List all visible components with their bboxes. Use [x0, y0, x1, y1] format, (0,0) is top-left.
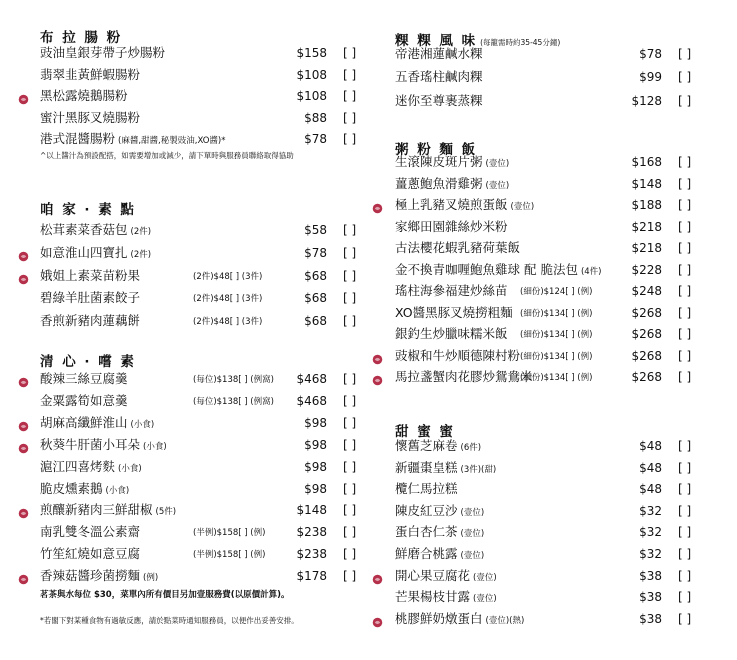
item-note: (壹位) [510, 202, 535, 212]
chili-icon [372, 371, 383, 382]
item-name [395, 219, 508, 235]
item-note: (2件) [130, 249, 152, 260]
order-checkbox[interactable]: [ ] [678, 176, 692, 191]
menu-item [0, 524, 737, 540]
item-price: $468 [296, 393, 327, 408]
item-name-text: 煎釀新豬肉三鮮甜椒 [40, 502, 153, 518]
item-portion-option[interactable]: (2件)$48[ ] (3件) [193, 317, 263, 328]
item-price: $158 [296, 46, 327, 60]
item-name [395, 369, 533, 385]
section-title-text: 清 心 · 嚐 素 [40, 354, 136, 370]
item-price: $238 [296, 547, 327, 562]
order-checkbox[interactable]: [ ] [343, 459, 357, 474]
item-name-text: 生滾陳皮斑片粥 [395, 154, 483, 169]
item-name-text: 懷舊芝麻卷 [395, 438, 458, 453]
item-name [395, 611, 524, 629]
menu-item [0, 326, 737, 342]
item-name-text: 新疆棗皇糕 [395, 459, 458, 475]
section-title [40, 26, 122, 46]
item-name [395, 589, 497, 607]
item-name-text: 娥姐上素菜苗粉果 [40, 267, 141, 283]
item-name [40, 415, 154, 433]
item-name-text: 南乳雙冬溫公素齋 [40, 524, 141, 540]
menu-item [0, 66, 737, 85]
item-price: $188 [631, 198, 662, 212]
item-name-text: 蜜汁黑豚叉燒腸粉 [40, 109, 141, 125]
menu-item [0, 546, 737, 562]
order-checkbox[interactable]: [ ] [343, 89, 357, 104]
item-price: $38 [639, 568, 662, 583]
menu-item [0, 415, 737, 431]
order-checkbox[interactable]: [ ] [343, 393, 357, 408]
section-title-text: 粿 粿 風 味 [395, 33, 478, 49]
order-checkbox[interactable]: [ ] [343, 132, 357, 147]
item-note: (壹位) [460, 551, 485, 561]
order-checkbox[interactable]: [ ] [343, 314, 357, 329]
item-name [395, 69, 483, 85]
order-checkbox[interactable]: [ ] [343, 437, 357, 452]
item-price: $268 [631, 348, 662, 363]
item-name [395, 546, 484, 564]
order-checkbox[interactable]: [ ] [678, 482, 692, 497]
menu-item [0, 110, 737, 126]
chili-icon [372, 570, 383, 581]
item-note: (例) [143, 573, 159, 584]
order-checkbox[interactable]: [ ] [678, 460, 692, 475]
item-portion-option[interactable]: (細份)$134[ ] (例) [520, 308, 593, 319]
item-name-text: 帝港湘蓮鹹水粿 [395, 46, 483, 61]
item-name-text: 翡翠韭黃鮮蝦腸粉 [40, 66, 141, 82]
menu-item [0, 393, 737, 409]
menu-item [0, 438, 737, 454]
item-portion-option[interactable]: (半例)$158[ ] (例) [193, 528, 266, 539]
item-note: (5件) [155, 507, 177, 518]
item-note: (小食) [130, 419, 155, 430]
item-price: $268 [631, 327, 662, 341]
item-name-text: 銀釣生炒臘味糯米飯 [395, 326, 508, 341]
item-name-text: 金不換青咖喱鮑魚雞球 配 脆法包 [395, 261, 578, 277]
item-name-text: 香煎新豬肉蓮藕餅 [40, 313, 141, 329]
item-name-text: XO醬黑豚叉燒撈粗麵 [395, 304, 513, 320]
item-note: (麻醬,甜醬,秘製豉油,XO醬)* [118, 136, 226, 147]
item-name [395, 197, 534, 215]
menu-item [0, 369, 737, 385]
chili-icon [372, 613, 383, 624]
section-title-text: 甜 蜜 蜜 [395, 424, 455, 440]
item-name-text: 豉椒和牛炒順德陳村粉 [395, 347, 521, 363]
item-name-text: 桃膠鮮奶燉蛋白 [395, 610, 483, 626]
item-price: $88 [304, 110, 327, 125]
item-note: (小食) [118, 463, 142, 474]
item-price: $32 [639, 547, 662, 561]
order-checkbox[interactable]: [ ] [678, 47, 692, 61]
item-portion-option[interactable]: (2件)$48[ ] (3件) [193, 294, 263, 305]
menu-item [0, 240, 737, 256]
item-name-text: 五香瑤柱鹹肉粿 [395, 69, 483, 85]
item-name-text: 陳皮紅豆沙 [395, 502, 458, 518]
item-name [395, 305, 513, 321]
menu-item [0, 460, 737, 476]
item-name-text: 滬江四喜烤麩 [40, 458, 116, 474]
item-note: (壹位) [460, 507, 485, 518]
menu-item [0, 348, 737, 364]
item-price: $68 [304, 291, 327, 306]
item-name [395, 93, 483, 109]
item-portion-option[interactable]: (細份)$134[ ] (例) [520, 373, 593, 383]
item-price: $108 [296, 89, 327, 104]
item-name-text: 薑蔥鮑魚滑雞粥 [395, 175, 483, 191]
item-name-text: 如意淮山四寶扎 [40, 244, 128, 260]
item-note: (壹位) [460, 529, 485, 540]
menu-item [0, 131, 737, 147]
order-checkbox[interactable]: [ ] [678, 284, 692, 298]
item-name-text: 黑松露燒鵝腸粉 [40, 88, 128, 104]
item-price: $48 [639, 439, 662, 453]
item-name-text: 胡麻高纖鮮淮山 [40, 414, 128, 430]
item-price: $218 [631, 241, 662, 255]
item-note: (壹位) [473, 572, 497, 583]
chili-icon [18, 417, 29, 428]
item-portion-option[interactable]: (細份)$134[ ] (例) [520, 351, 593, 362]
menu-item [0, 481, 737, 497]
item-name-text: 秋葵牛肝菌小耳朵 [40, 436, 141, 452]
order-checkbox[interactable]: [ ] [678, 525, 692, 540]
item-price: $68 [304, 268, 327, 283]
order-checkbox[interactable]: [ ] [678, 568, 692, 583]
item-note: (6件) [460, 443, 482, 453]
order-checkbox[interactable]: [ ] [678, 611, 692, 626]
menu-item [0, 568, 737, 584]
item-note: (2件) [130, 227, 152, 237]
menu-item [0, 46, 737, 62]
menu-item [0, 197, 737, 213]
order-checkbox[interactable]: [ ] [343, 223, 357, 237]
item-price: $468 [296, 372, 327, 386]
allergy-note: *若閣下對某種食物有過敏反應，請於點菜時通知服務員，以便作出妥善安排。 [40, 616, 299, 625]
menu-item [0, 176, 737, 192]
order-checkbox[interactable]: [ ] [678, 370, 692, 384]
order-checkbox[interactable]: [ ] [678, 219, 692, 234]
item-name-text: 蛋白杏仁茶 [395, 524, 458, 540]
item-note: (壹位) [485, 159, 510, 169]
menu-item [0, 305, 737, 321]
order-checkbox[interactable]: [ ] [343, 415, 357, 430]
item-name-text: 瑤柱海參福建炒絲苗 [395, 283, 508, 298]
item-price: $38 [639, 590, 662, 605]
item-price: $38 [639, 611, 662, 626]
section-footnote: ^以上醬汁為預設配搭，如需要增加或減少，請下單時與服務員聯絡取得協助 [40, 151, 294, 160]
section-title-text: 粥 粉 麵 飯 [395, 142, 478, 158]
order-checkbox[interactable]: [ ] [343, 372, 357, 386]
item-name [395, 503, 484, 521]
item-note: (小食) [143, 441, 167, 452]
order-checkbox[interactable]: [ ] [343, 481, 357, 496]
order-checkbox[interactable]: [ ] [343, 569, 357, 584]
item-name-text: 松茸素菜香菇包 [40, 222, 128, 237]
item-price: $228 [631, 262, 662, 277]
item-name-text: 馬拉盞蟹肉花膠炒鴛鴦米 [395, 369, 533, 384]
item-price: $48 [639, 482, 662, 497]
item-name [395, 46, 483, 62]
item-name [395, 154, 509, 172]
item-price: $108 [296, 67, 327, 82]
order-checkbox[interactable]: [ ] [678, 198, 692, 212]
item-name-text: 金粟露筍如意羹 [40, 392, 128, 408]
item-portion-option[interactable]: (細份)$134[ ] (例) [520, 330, 593, 340]
section-title-text: 咱 家 · 素 點 [40, 202, 136, 218]
item-note: (小食) [105, 485, 130, 496]
item-portion-option[interactable]: (半例)$158[ ] (例) [193, 550, 266, 561]
item-price: $248 [631, 284, 662, 298]
menu-item [0, 283, 737, 299]
item-name-text: 香辣菇醬珍菌撈麵 [40, 568, 141, 584]
item-note: (壹位) [473, 594, 497, 605]
item-name-text: 鮮磨合桃露 [395, 546, 458, 561]
order-checkbox[interactable]: [ ] [678, 155, 692, 169]
item-price: $168 [631, 155, 662, 169]
item-price: $98 [304, 415, 327, 430]
section-subtitle: (每籠需時約35-45分鐘) [480, 38, 561, 47]
item-portion-option[interactable]: (每位)$138[ ] (例窩) [193, 396, 274, 407]
item-price: $32 [639, 525, 662, 540]
item-name-text: 豉油皇銀芽帶子炒腸粉 [40, 45, 166, 60]
chili-icon [372, 199, 383, 210]
item-price: $78 [639, 47, 662, 61]
item-name-text: 極上乳豬叉燒煎蛋飯 [395, 197, 508, 212]
order-checkbox[interactable]: [ ] [343, 268, 357, 283]
order-checkbox[interactable]: [ ] [343, 525, 357, 540]
menu-item [0, 219, 737, 235]
item-price: $148 [631, 176, 662, 191]
menu-item [0, 503, 737, 519]
item-price: $98 [304, 459, 327, 474]
order-checkbox[interactable]: [ ] [678, 590, 692, 605]
order-checkbox[interactable]: [ ] [678, 503, 692, 518]
order-checkbox[interactable]: [ ] [678, 547, 692, 561]
item-price: $78 [304, 132, 327, 147]
service-charge-note: 茗茶與水每位 $30，菜單內所有價目另加壹服務費(以原價計算)。 [40, 590, 290, 600]
item-price: $58 [304, 223, 327, 237]
item-name [395, 262, 602, 280]
order-checkbox[interactable]: [ ] [678, 262, 692, 277]
item-portion-option[interactable]: (每位)$138[ ] (例窩) [193, 375, 274, 385]
item-name [395, 326, 508, 342]
item-name [395, 524, 484, 542]
item-price: $32 [639, 503, 662, 518]
item-name [395, 481, 458, 497]
order-checkbox[interactable]: [ ] [678, 93, 692, 108]
order-checkbox[interactable]: [ ] [678, 70, 692, 85]
item-portion-option[interactable]: (細份)$124[ ] (例) [520, 287, 593, 297]
order-checkbox[interactable]: [ ] [343, 245, 357, 260]
order-checkbox[interactable]: [ ] [343, 110, 357, 125]
item-name [395, 176, 509, 194]
item-price: $268 [631, 370, 662, 384]
item-note: (4件) [580, 266, 602, 277]
item-name-text: 芒果楊枝甘露 [395, 589, 471, 605]
item-name [395, 568, 497, 586]
order-checkbox[interactable]: [ ] [678, 327, 692, 341]
order-checkbox[interactable]: [ ] [678, 305, 692, 320]
item-price: $48 [639, 460, 662, 475]
item-price: $178 [296, 569, 327, 584]
item-name-text: 酸辣三絲豆腐羹 [40, 371, 128, 386]
item-name [40, 110, 140, 126]
section-title [395, 420, 455, 440]
chili-icon [372, 350, 383, 361]
item-name-text: 竹笙紅燒如意豆腐 [40, 546, 141, 562]
section-title-text: 布 拉 腸 粉 [40, 30, 123, 46]
order-checkbox[interactable]: [ ] [678, 348, 692, 363]
item-name [395, 348, 520, 364]
order-checkbox[interactable]: [ ] [343, 291, 357, 306]
menu-item [0, 154, 737, 170]
item-note: (壹位)(熱) [485, 615, 525, 626]
item-price: $268 [631, 305, 662, 320]
item-price: $98 [304, 481, 327, 496]
item-price: $148 [296, 503, 327, 518]
item-price: $128 [631, 93, 662, 108]
menu-item [0, 262, 737, 278]
item-name [395, 283, 508, 299]
order-checkbox[interactable]: [ ] [678, 439, 692, 453]
order-checkbox[interactable]: [ ] [343, 67, 357, 82]
item-name-text: 開心果豆腐花 [395, 567, 471, 583]
item-name-text: 碧綠羊肚菌素餃子 [40, 290, 141, 306]
item-price: $68 [304, 314, 327, 329]
item-name-text: 家鄉田園雜絲炒米粉 [395, 218, 508, 234]
item-name [395, 460, 496, 478]
item-name-text: 脆皮燻素鵝 [40, 480, 103, 496]
item-name [40, 393, 128, 409]
item-name-text: 迷你至尊裹蒸粿 [395, 92, 483, 108]
item-name-text: 欖仁馬拉糕 [395, 481, 458, 497]
order-checkbox[interactable]: [ ] [343, 547, 357, 562]
order-checkbox[interactable]: [ ] [343, 46, 357, 60]
item-name [395, 438, 481, 456]
item-price: $238 [296, 525, 327, 540]
menu-item [0, 93, 737, 109]
item-note: (壹位) [485, 180, 510, 191]
item-portion-option[interactable]: (2件)$48[ ] (3件) [193, 271, 263, 282]
item-name [395, 240, 520, 256]
order-checkbox[interactable]: [ ] [678, 241, 692, 255]
item-price: $218 [631, 219, 662, 234]
item-name-text: 古法櫻花蝦乳豬荷葉飯 [395, 240, 521, 255]
item-name [40, 131, 225, 149]
item-price: $78 [304, 245, 327, 260]
item-price: $99 [639, 70, 662, 85]
item-price: $98 [304, 437, 327, 452]
order-checkbox[interactable]: [ ] [343, 503, 357, 518]
item-note: (3件)(甜) [460, 464, 497, 475]
item-name-text: 港式混醬腸粉 [40, 131, 116, 147]
